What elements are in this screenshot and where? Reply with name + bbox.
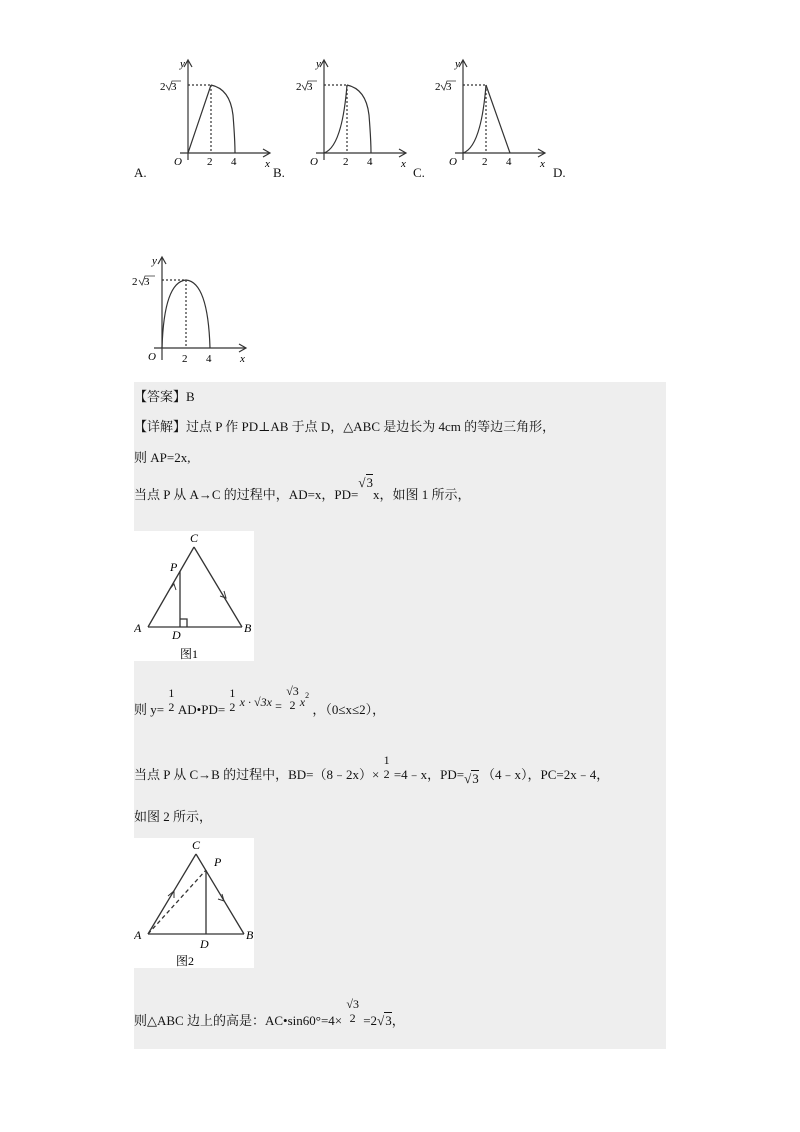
line7-den: 2: [349, 1010, 356, 1025]
line7-rad: 3: [385, 1012, 392, 1028]
line4-expr1: x · √3x: [239, 694, 272, 709]
fig2-P: P: [214, 855, 222, 869]
line5-pre: 当点 P 从 C→B 的过程中，BD=（8﹣2x）×: [134, 766, 380, 782]
detail-line-6: 如图 2 所示，: [134, 809, 213, 824]
x-tick-4: 4: [206, 353, 212, 365]
detail-line-1: 【详解】过点 P 作 PD⊥AB 于点 D，△ABC 是边长为 4cm 的等边三角形，: [134, 419, 556, 434]
line4-sup: 2: [305, 691, 310, 701]
y-tick-rad: 3: [171, 81, 177, 93]
x-tick-4: 4: [231, 156, 237, 168]
detail-line-3: 当点 P 从 A→C 的过程中，AD=x，PD=√3x，如图 1 所示，: [134, 475, 471, 502]
y-axis-label: y: [455, 58, 460, 70]
fig2-A: A: [134, 928, 142, 942]
x-axis-label: x: [265, 158, 270, 170]
fig2-D: D: [200, 937, 209, 951]
origin-label: O: [174, 156, 182, 168]
y-axis-label: y: [316, 58, 321, 70]
detail-line-7: 则△ABC 边上的高是：AC•sin60°=4× √3 2 =2√3，: [134, 997, 405, 1028]
fig1-D: D: [172, 628, 181, 642]
y-axis-label: y: [152, 255, 157, 267]
half-den: 2: [168, 699, 175, 714]
fig1-A: A: [134, 621, 142, 635]
figure-2-diagram: [134, 838, 254, 968]
line4-eq: =: [275, 698, 282, 713]
answer-label: 【答案】B: [134, 389, 195, 404]
fig1-P: P: [170, 560, 178, 574]
x-axis-label: x: [540, 158, 545, 170]
line3-pre: 当点 P 从 A→C 的过程中，AD=x，PD=: [134, 487, 359, 502]
line5-post: （4﹣x），PC=2x﹣4，: [482, 766, 610, 782]
y-tick-rad: 3: [446, 81, 452, 93]
figure-2: [134, 838, 254, 968]
y-tick-coef: 2: [132, 276, 138, 288]
line3-post: x，如图 1 所示，: [373, 487, 471, 502]
option-a-graph: [160, 55, 275, 175]
y-tick-coef: 2: [296, 81, 302, 93]
x-tick-2: 2: [482, 156, 488, 168]
line7-post: ，: [391, 1012, 405, 1028]
half-den-2: 2: [229, 699, 236, 714]
line4-post: ，（0≤x≤2），: [312, 701, 386, 717]
y-tick-rad: 3: [144, 276, 150, 288]
line4-expr2: x: [299, 694, 306, 709]
line5-half-den: 2: [383, 766, 390, 781]
line4-rad-num: √3: [286, 684, 299, 698]
x-tick-2: 2: [343, 156, 349, 168]
line5-half-num: 1: [383, 753, 390, 767]
option-d-letter: D.: [553, 165, 566, 180]
origin-label: O: [310, 156, 318, 168]
origin-label: O: [148, 351, 156, 363]
x-tick-4: 4: [367, 156, 373, 168]
fig2-caption: 图2: [176, 954, 195, 968]
y-tick-coef: 2: [435, 81, 441, 93]
fig1-B: B: [244, 621, 252, 635]
figure-1-diagram: [134, 531, 254, 661]
line7-rad-num: √3: [346, 997, 359, 1011]
option-c-graph: [435, 55, 550, 175]
line5-mid: =4﹣x，PD=: [393, 766, 465, 782]
option-d-graph: [132, 252, 252, 372]
fig1-C: C: [190, 531, 199, 545]
option-b-graph: [296, 55, 411, 175]
half-num: 1: [168, 686, 175, 700]
line5-rad: 3: [472, 770, 479, 786]
x-tick-2: 2: [182, 353, 188, 365]
y-tick-rad: 3: [307, 81, 313, 93]
x-axis-label: x: [401, 158, 406, 170]
line4-pre: 则 y=: [134, 701, 165, 717]
detail-line-4: [134, 683, 385, 723]
origin-label: O: [449, 156, 457, 168]
fig2-C: C: [192, 838, 201, 852]
half-num-2: 1: [229, 686, 236, 700]
line4-mid: AD•PD=: [177, 701, 226, 717]
x-tick-4: 4: [506, 156, 512, 168]
detail-line-2: 则 AP=2x,: [134, 450, 191, 465]
x-tick-2: 2: [207, 156, 213, 168]
x-axis-label: x: [240, 353, 245, 365]
detail-line-5: 当点 P 从 C→B 的过程中，BD=（8﹣2x）× 1 2 =4﹣x，PD=√3 （4﹣x），PC=2x﹣4，: [134, 753, 610, 786]
y-axis-label: y: [180, 58, 185, 70]
line7-pre: 则△ABC 边上的高是：AC•sin60°=4×: [134, 1012, 343, 1028]
option-b-letter: B.: [273, 165, 285, 180]
line4-den: 2: [289, 697, 296, 712]
option-c-letter: C.: [413, 165, 425, 180]
fig1-caption: 图1: [180, 647, 199, 661]
line3-rad: 3: [366, 475, 374, 490]
fig2-B: B: [246, 928, 254, 942]
line7-mid: =2: [363, 1012, 378, 1028]
option-a-letter: A.: [134, 165, 147, 180]
y-tick-coef: 2: [160, 81, 166, 93]
figure-1: [134, 531, 254, 661]
